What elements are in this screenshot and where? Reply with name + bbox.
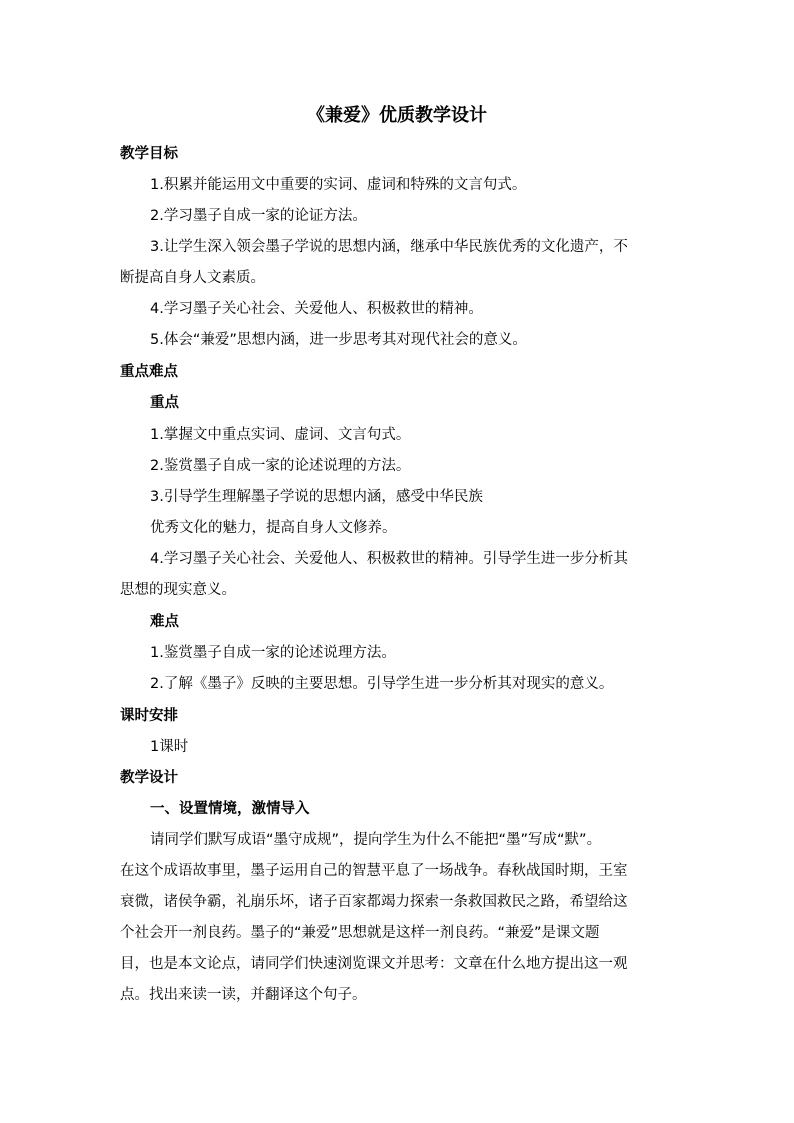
focus-item-continued: 优秀文化的魅力，提高自身人文修养。 (150, 520, 397, 536)
difficulty-heading: 难点 (150, 614, 179, 630)
focus-item: 2.鉴赏墨子自成一家的论述说理的方法。 (150, 458, 411, 474)
objective-item: 3.让学生深入领会墨子学说的思想内涵，继承中华民族优秀的文化遗产，不 (150, 239, 628, 255)
focus-item: 3.引导学生理解墨子学说的思想内涵，感受中华民族 (150, 489, 483, 505)
design-paragraph-line: 目，也是本文论点，请同学们快速浏览课文并思考：文章在什么地方提出这一观 (120, 956, 628, 972)
objective-item: 1.积累并能运用文中重要的实词、虚词和特殊的文言句式。 (150, 177, 527, 193)
objective-item: 5.体会“兼爱”思想内涵，进一步思考其对现代社会的意义。 (150, 332, 527, 348)
objective-item-continued: 断提高自身人文素质。 (120, 270, 265, 286)
objectives-heading: 教学目标 (120, 146, 178, 162)
focus-item-continued: 思想的现实意义。 (120, 582, 236, 598)
focus-heading: 重点 (150, 395, 179, 411)
objective-item: 4.学习墨子关心社会、关爱他人、积极救世的精神。 (150, 301, 483, 317)
schedule-text: 1课时 (150, 739, 189, 755)
focus-item: 1.掌握文中重点实词、虚词、文言句式。 (150, 427, 411, 443)
design-paragraph-line: 点。找出来读一读，并翻译这个句子。 (120, 987, 367, 1003)
step1-heading: 一、设置情境，激情导入 (150, 801, 310, 817)
objective-item: 2.学习墨子自成一家的论证方法。 (150, 208, 367, 224)
design-paragraph-line: 在这个成语故事里，墨子运用自己的智慧平息了一场战争。春秋战国时期，王室 (120, 863, 628, 879)
difficulty-item: 2.了解《墨子》反映的主要思想。引导学生进一步分析其对现实的意义。 (150, 676, 614, 692)
document-title: 《兼爱》优质教学设计 (307, 105, 487, 126)
schedule-heading: 课时安排 (120, 708, 178, 724)
design-heading: 教学设计 (120, 770, 178, 786)
difficulty-item: 1.鉴赏墨子自成一家的论述说理方法。 (150, 645, 396, 661)
design-paragraph-line: 请同学们默写成语“墨守成规”，提向学生为什么不能把“墨”写成“默”。 (150, 832, 602, 848)
design-paragraph-line: 衰微，诸侯争霸，礼崩乐坏，诸子百家都竭力探索一条救国救民之路，希望给这 (120, 894, 628, 910)
design-paragraph-line: 个社会开一剂良药。墨子的“兼爱”思想就是这样一剂良药。“兼爱”是课文题 (120, 925, 600, 941)
key-points-heading: 重点难点 (120, 364, 178, 380)
focus-item: 4.学习墨子关心社会、关爱他人、积极救世的精神。引导学生进一步分析其 (150, 551, 628, 567)
